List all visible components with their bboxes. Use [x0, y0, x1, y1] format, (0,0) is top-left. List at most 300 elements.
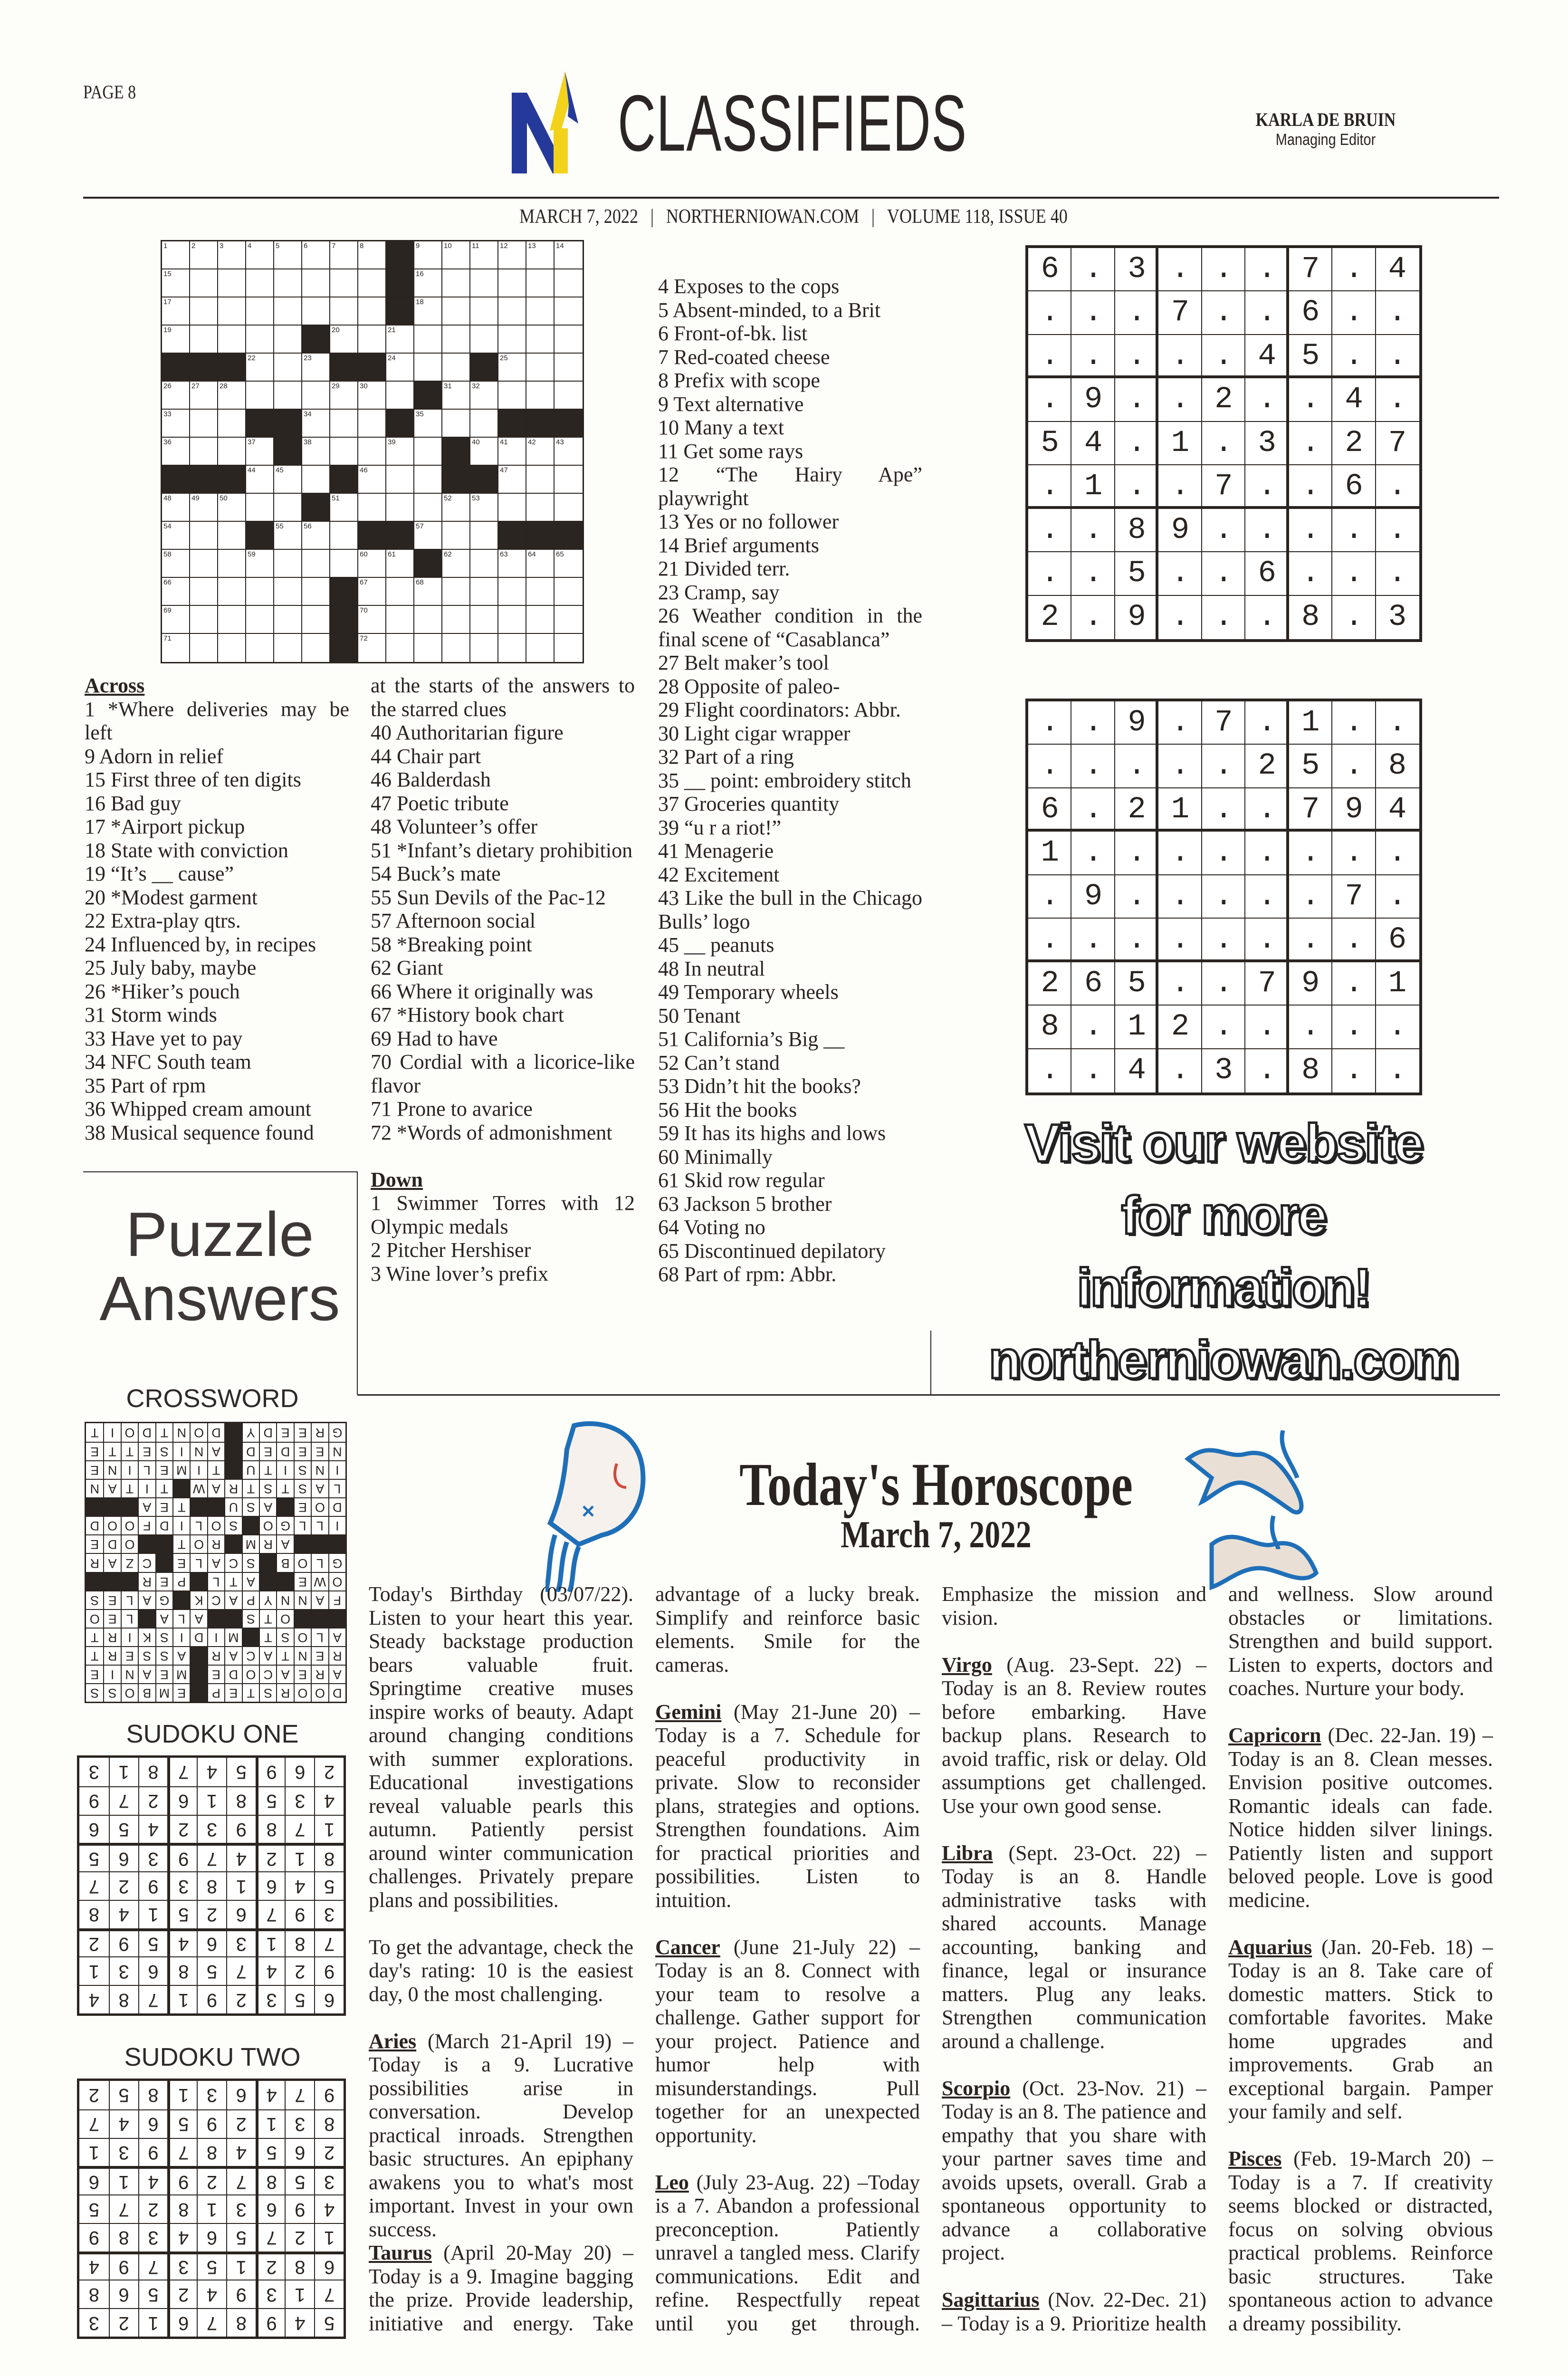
crossword-cell[interactable] [555, 494, 583, 522]
crossword-cell[interactable] [274, 466, 302, 494]
answer-letter: S [86, 1683, 103, 1702]
answer-letter: E [172, 1553, 190, 1571]
website-promo[interactable] [943, 1107, 1504, 1396]
answer-letter: T [259, 1628, 276, 1646]
crossword-cell[interactable] [274, 634, 302, 662]
clue-number: 40 [472, 438, 480, 446]
crossword-cell[interactable] [302, 634, 330, 662]
crossword-cell[interactable] [555, 550, 583, 578]
clue: 46 Balderdash [371, 768, 491, 791]
answer-cell: 6 [79, 2166, 109, 2194]
crossword-cell[interactable] [274, 269, 302, 297]
crossword-cell[interactable] [555, 578, 583, 606]
answer-letter: F [328, 1590, 345, 1609]
crossword-cell[interactable] [274, 241, 302, 269]
clue: 11 Get some rays [658, 439, 803, 463]
crossword-cell[interactable] [498, 297, 526, 326]
black-square [328, 1609, 345, 1628]
sudoku-row[interactable]: .....45.. [1041, 339, 1432, 374]
sign-text: (March 21-April 19) – Today is a 9. Lucrative possibilities arise in conversation. Develop practical inroads. Strengthen basic structures. An epiphany awakens you to what's most important. Invest in your own success. [369, 2029, 634, 2241]
crossword-cell[interactable] [386, 382, 414, 410]
crossword-cell[interactable] [470, 578, 498, 606]
sudoku-row[interactable]: 1........ [1041, 836, 1432, 871]
clue-number: 16 [416, 270, 424, 278]
answer-letter: N [328, 1442, 345, 1460]
crossword-cell[interactable] [302, 382, 330, 410]
crossword-cell[interactable] [190, 606, 218, 634]
crossword-cell[interactable] [246, 269, 274, 297]
sudoku-row[interactable]: .9..2..4. [1041, 383, 1432, 417]
crossword-cell[interactable] [470, 326, 498, 354]
answer-letter: A [138, 1590, 155, 1609]
answer-cell: 6 [314, 2251, 344, 2280]
clue: 29 Flight coordinators: Abbr. [658, 698, 901, 721]
crossword-cell[interactable] [274, 326, 302, 354]
crossword-cell[interactable] [162, 634, 190, 662]
crossword-cell[interactable] [246, 354, 274, 382]
crossword-cell[interactable] [358, 382, 386, 410]
crossword-cell[interactable] [302, 241, 330, 269]
crossword-cell[interactable] [218, 550, 246, 578]
crossword-cell[interactable] [330, 410, 358, 438]
crossword-cell[interactable] [470, 410, 498, 438]
crossword-cell[interactable] [414, 438, 442, 466]
crossword-cell[interactable] [358, 410, 386, 438]
crossword-cell[interactable] [162, 522, 190, 550]
clue-number: 2 [191, 242, 196, 250]
crossword-cell[interactable] [386, 578, 414, 606]
crossword-cell[interactable] [274, 606, 302, 634]
sudoku-one-rows [1028, 248, 1432, 639]
crossword-cell[interactable] [526, 438, 555, 466]
answer-cell: 4 [285, 1871, 314, 1900]
crossword-cell[interactable] [470, 550, 498, 578]
crossword-cell[interactable] [218, 241, 246, 269]
crossword-cell[interactable] [470, 634, 498, 662]
answer-letter: L [311, 1628, 328, 1646]
clue: 67 *History book chart [371, 1003, 564, 1026]
crossword-cell[interactable] [162, 326, 190, 354]
clue-number: 1 [163, 242, 168, 250]
crossword-cell[interactable] [555, 438, 583, 466]
answer-letter: T [121, 1442, 138, 1460]
promo-url[interactable]: northerniowan.com [988, 1330, 1459, 1389]
sudoku-row[interactable]: 265..79.1 [1041, 966, 1432, 1001]
crossword-cell[interactable] [442, 606, 470, 634]
crossword-cell[interactable] [190, 550, 218, 578]
crossword-cell[interactable] [414, 634, 442, 662]
crossword-cell[interactable] [442, 241, 470, 269]
crossword-cell[interactable] [218, 382, 246, 410]
crossword-cell[interactable] [274, 578, 302, 606]
answer-letter: I [172, 1516, 190, 1534]
crossword-cell[interactable] [442, 354, 470, 382]
crossword-cell[interactable] [190, 494, 218, 522]
crossword-cell[interactable] [358, 578, 386, 606]
crossword-cell[interactable] [162, 438, 190, 466]
answer-cell: 2 [79, 1928, 109, 1957]
clue: 71 Prone to avarice [371, 1097, 533, 1121]
answer-cell: 6 [256, 2194, 285, 2223]
divider [83, 1171, 358, 1172]
crossword-cell[interactable] [442, 634, 470, 662]
crossword-cell[interactable] [246, 550, 274, 578]
crossword-cell[interactable] [526, 634, 555, 662]
answer-letter: A [276, 1534, 293, 1553]
answer-letter: L [328, 1479, 345, 1497]
crossword-cell[interactable] [555, 326, 583, 354]
answer-letter: E [294, 1497, 311, 1516]
clue: 5 Absent-minded, to a Brit [658, 298, 881, 322]
crossword-cell[interactable] [246, 606, 274, 634]
crossword-cell[interactable] [498, 466, 526, 494]
answer-letter: A [311, 1479, 328, 1497]
answer-cell: 6 [138, 2109, 168, 2138]
black-square [274, 410, 302, 438]
answer-cell: 3 [109, 2138, 138, 2166]
crossword-cell[interactable] [470, 382, 498, 410]
crossword-cell[interactable] [386, 634, 414, 662]
crossword-cell[interactable] [330, 297, 358, 326]
crossword-cell[interactable] [358, 297, 386, 326]
crossword-cell[interactable] [274, 550, 302, 578]
crossword-cell[interactable] [555, 466, 583, 494]
crossword-cell[interactable] [330, 550, 358, 578]
crossword-cell[interactable] [358, 269, 386, 297]
answer-cell: 9 [285, 1900, 314, 1928]
crossword-cell[interactable] [414, 606, 442, 634]
black-square [190, 354, 218, 382]
crossword-cell[interactable] [470, 241, 498, 269]
crossword-cell[interactable] [414, 269, 442, 297]
crossword-cell[interactable] [498, 382, 526, 410]
crossword-cell[interactable] [470, 522, 498, 550]
crossword-cell[interactable] [555, 354, 583, 382]
crossword-cell[interactable] [246, 466, 274, 494]
crossword-cell[interactable] [526, 494, 555, 522]
crossword-cell[interactable] [386, 466, 414, 494]
answer-letter: T [259, 1460, 276, 1479]
answer-cell: 7 [79, 1871, 109, 1900]
crossword-cell[interactable] [555, 269, 583, 297]
crossword-cell[interactable] [218, 297, 246, 326]
crossword-cell[interactable] [190, 382, 218, 410]
crossword-cell[interactable] [526, 578, 555, 606]
crossword-cell[interactable] [246, 382, 274, 410]
crossword-cell[interactable] [470, 297, 498, 326]
horoscope-intro: Today's Birthday (03/07/22). Listen to your heart this year. Steady backstage production bears valuable fruit. Springtime creative muses inspire works of beauty. Adapt around changing conditions with summer explorations. Educational investigations reveal valuable pearls this autumn. Patiently persist around winter communication challenges. Privately prepare plans and possibilities. [369, 1582, 633, 1912]
black-square [224, 1460, 241, 1479]
crossword-cell[interactable] [162, 578, 190, 606]
crossword-cell[interactable] [190, 438, 218, 466]
crossword-cell[interactable] [555, 606, 583, 634]
crossword-cell[interactable] [330, 438, 358, 466]
crossword-cell[interactable] [526, 241, 555, 269]
crossword-cell[interactable] [302, 466, 330, 494]
crossword-cell[interactable] [470, 438, 498, 466]
crossword-cell[interactable] [442, 297, 470, 326]
crossword-cell[interactable] [162, 241, 190, 269]
crossword-cell[interactable] [555, 382, 583, 410]
crossword-cell[interactable] [358, 326, 386, 354]
crossword-cell[interactable] [526, 382, 555, 410]
crossword-cell[interactable] [498, 241, 526, 269]
crossword-cell[interactable] [526, 606, 555, 634]
clue-number: 44 [248, 466, 256, 474]
crossword-cell[interactable] [218, 606, 246, 634]
crossword-cell[interactable] [498, 438, 526, 466]
horoscope-entry [1228, 1935, 1493, 2124]
answer-cell: 2 [285, 1956, 314, 1985]
sudoku-row[interactable]: ..4.3.8.. [1041, 1053, 1432, 1088]
answer-cell: 5 [167, 2109, 197, 2138]
crossword-cell[interactable] [302, 578, 330, 606]
sudoku-row[interactable]: 6.3...7.4 [1041, 252, 1432, 287]
crossword-cell[interactable] [190, 326, 218, 354]
crossword-cell[interactable] [442, 326, 470, 354]
answer-cell: 1 [138, 1900, 168, 1928]
crossword-cell[interactable] [470, 494, 498, 522]
crossword-cell[interactable] [526, 297, 555, 326]
crossword-cell[interactable] [414, 578, 442, 606]
crossword-cell[interactable] [526, 269, 555, 297]
sudoku-row[interactable]: ...7..6.. [1041, 296, 1432, 330]
clue-number: 19 [163, 326, 172, 334]
sudoku-one-puzzle[interactable] [1025, 245, 1432, 642]
sudoku-row[interactable]: .9.....7. [1041, 879, 1432, 914]
answer-cell: 8 [314, 1843, 344, 1871]
crossword-cell[interactable] [470, 606, 498, 634]
website-link[interactable]: NORTHERNIOWAN.COM [666, 206, 860, 228]
crossword-cell[interactable] [498, 606, 526, 634]
crossword-cell[interactable] [330, 269, 358, 297]
crossword-cell[interactable] [302, 354, 330, 382]
crossword-cell[interactable] [470, 269, 498, 297]
crossword-cell[interactable] [498, 550, 526, 578]
answer-cell: 5 [109, 1815, 138, 1843]
crossword-cell[interactable] [302, 297, 330, 326]
clue: 56 Hit the books [658, 1098, 797, 1121]
crossword-cell[interactable] [162, 494, 190, 522]
crossword-cell[interactable] [162, 297, 190, 326]
crossword-cell[interactable] [414, 522, 442, 550]
crossword-cell[interactable] [498, 634, 526, 662]
crossword-cell[interactable] [358, 438, 386, 466]
answer-letter: S [259, 1683, 276, 1702]
crossword-cell[interactable] [414, 241, 442, 269]
crossword-cell[interactable] [442, 550, 470, 578]
answer-cell: 1 [197, 2194, 226, 2223]
crossword-cell[interactable] [302, 522, 330, 550]
sign-name: Libra [942, 1841, 993, 1865]
crossword-cell[interactable] [190, 634, 218, 662]
crossword-cell[interactable] [190, 241, 218, 269]
sudoku-row[interactable]: 8.12..... [1041, 1010, 1432, 1044]
crossword-cell[interactable] [414, 494, 442, 522]
sudoku-row[interactable]: ..89..... [1041, 513, 1432, 547]
answer-letter: A [103, 1479, 120, 1497]
crossword-cell[interactable] [498, 354, 526, 382]
crossword-cell[interactable] [526, 326, 555, 354]
crossword-cell[interactable] [358, 241, 386, 269]
answer-letter: E [311, 1442, 328, 1460]
crossword-cell[interactable] [302, 606, 330, 634]
crossword-cell[interactable] [498, 494, 526, 522]
sudoku-row[interactable]: 6.21..794 [1041, 792, 1432, 827]
crossword-cell[interactable] [442, 269, 470, 297]
crossword-cell[interactable] [302, 269, 330, 297]
crossword-cell[interactable] [218, 438, 246, 466]
answer-letter: I [172, 1442, 190, 1460]
crossword-cell[interactable] [246, 297, 274, 326]
sudoku-row[interactable]: 54.1.3.27 [1041, 426, 1432, 460]
crossword-cell[interactable] [330, 382, 358, 410]
crossword-cell[interactable] [218, 410, 246, 438]
clue: 64 Voting no [658, 1216, 765, 1239]
crossword-cell[interactable] [442, 410, 470, 438]
crossword-cell[interactable] [162, 410, 190, 438]
crossword-cell[interactable] [414, 466, 442, 494]
crossword-cell[interactable] [330, 326, 358, 354]
crossword-cell[interactable] [498, 269, 526, 297]
crossword-cell[interactable] [414, 410, 442, 438]
crossword-cell[interactable] [218, 494, 246, 522]
crossword-cell[interactable] [162, 606, 190, 634]
crossword-cell[interactable] [442, 522, 470, 550]
crossword-cell[interactable] [555, 241, 583, 269]
crossword-cell[interactable] [358, 550, 386, 578]
answer-letter: A [172, 1646, 190, 1665]
answer-cell: 7 [167, 2138, 197, 2166]
answer-letter: A [242, 1572, 259, 1590]
crossword-cell[interactable] [414, 354, 442, 382]
crossword-cell[interactable] [442, 382, 470, 410]
sudoku-two-puzzle[interactable] [1025, 699, 1432, 1095]
crossword-cell[interactable] [386, 494, 414, 522]
answer-letter: O [190, 1423, 207, 1442]
horoscope-entry [1228, 1724, 1493, 1912]
crossword-cell[interactable] [246, 494, 274, 522]
answer-letter: L [207, 1572, 224, 1590]
crossword-cell[interactable] [526, 550, 555, 578]
answer-letter: M [224, 1628, 241, 1646]
crossword-cell[interactable] [190, 410, 218, 438]
crossword-cell[interactable] [218, 326, 246, 354]
answer-cell: 7 [256, 1900, 285, 1928]
sudoku-row[interactable]: .....25.8 [1041, 749, 1432, 784]
sudoku-row[interactable]: 2.9...8.3 [1041, 600, 1432, 634]
answer-letter: O [294, 1553, 311, 1571]
clue-number: 71 [163, 634, 172, 642]
crossword-cell[interactable] [386, 438, 414, 466]
crossword-cell[interactable] [386, 354, 414, 382]
clue-number: 51 [332, 494, 340, 502]
sudoku-row[interactable]: .1..7..6. [1041, 469, 1432, 504]
crossword-cell[interactable] [162, 550, 190, 578]
crossword-cell[interactable] [414, 297, 442, 326]
answer-letter: E [259, 1442, 276, 1460]
answer-letter: S [259, 1479, 276, 1497]
crossword-cell[interactable] [555, 297, 583, 326]
crossword-cell[interactable] [386, 606, 414, 634]
crossword-cell[interactable] [218, 634, 246, 662]
crossword-cell[interactable] [302, 438, 330, 466]
crossword-cell[interactable] [302, 410, 330, 438]
crossword-cell[interactable] [246, 326, 274, 354]
sudoku-row[interactable]: ..5..6... [1041, 556, 1432, 591]
crossword-cell[interactable] [190, 297, 218, 326]
answer-cell: 5 [314, 1871, 344, 1900]
crossword-grid[interactable] [161, 240, 584, 663]
crossword-cell[interactable] [330, 494, 358, 522]
clue: 61 Skid row regular [658, 1169, 825, 1192]
black-square [155, 1553, 172, 1571]
crossword-cell[interactable] [498, 578, 526, 606]
clue: 31 Storm winds [85, 1003, 217, 1026]
crossword-cell[interactable] [246, 634, 274, 662]
sudoku-row[interactable]: ........6 [1041, 923, 1432, 958]
crossword-cell[interactable] [358, 466, 386, 494]
crossword-cell[interactable] [274, 354, 302, 382]
crossword-cell[interactable] [274, 297, 302, 326]
crossword-cell[interactable] [218, 578, 246, 606]
black-square [498, 410, 526, 438]
crossword-cell[interactable] [358, 494, 386, 522]
answer-letter: A [311, 1590, 328, 1609]
crossword-cell[interactable] [498, 326, 526, 354]
crossword-cell[interactable] [190, 578, 218, 606]
answer-cell: 1 [285, 2280, 314, 2308]
crossword-cell[interactable] [162, 269, 190, 297]
answer-letter: P [242, 1590, 259, 1609]
crossword-cell[interactable] [386, 326, 414, 354]
black-square [246, 522, 274, 550]
answer-letter: S [86, 1590, 103, 1609]
sudoku-row[interactable]: ..9.7.1.. [1041, 706, 1432, 740]
answer-cell: 1 [226, 1871, 256, 1900]
crossword-cell[interactable] [330, 241, 358, 269]
crossword-cell[interactable] [162, 382, 190, 410]
crossword-cell[interactable] [442, 494, 470, 522]
crossword-cell[interactable] [190, 269, 218, 297]
crossword-cell[interactable] [414, 326, 442, 354]
crossword-cell[interactable] [526, 354, 555, 382]
answer-letter: O [294, 1628, 311, 1646]
crossword-cell[interactable] [190, 522, 218, 550]
crossword-cell[interactable] [274, 382, 302, 410]
crossword-cell[interactable] [442, 578, 470, 606]
crossword-cell[interactable] [218, 269, 246, 297]
crossword-cell[interactable] [555, 634, 583, 662]
crossword-cell[interactable] [302, 550, 330, 578]
crossword-cell[interactable] [274, 522, 302, 550]
crossword-cell[interactable] [330, 522, 358, 550]
answer-letter: K [138, 1628, 155, 1646]
crossword-cell[interactable] [358, 634, 386, 662]
crossword-cell[interactable] [246, 438, 274, 466]
answer-letter: E [294, 1442, 311, 1460]
crossword-cell[interactable] [246, 578, 274, 606]
answer-letter: T [86, 1628, 103, 1646]
crossword-cell[interactable] [218, 522, 246, 550]
answer-letter: T [103, 1442, 120, 1460]
crossword-cell[interactable] [246, 241, 274, 269]
crossword-cell[interactable] [274, 494, 302, 522]
crossword-cell[interactable] [386, 550, 414, 578]
crossword-cell[interactable] [526, 466, 555, 494]
clue-number: 23 [304, 354, 312, 362]
crossword-cell[interactable] [358, 606, 386, 634]
